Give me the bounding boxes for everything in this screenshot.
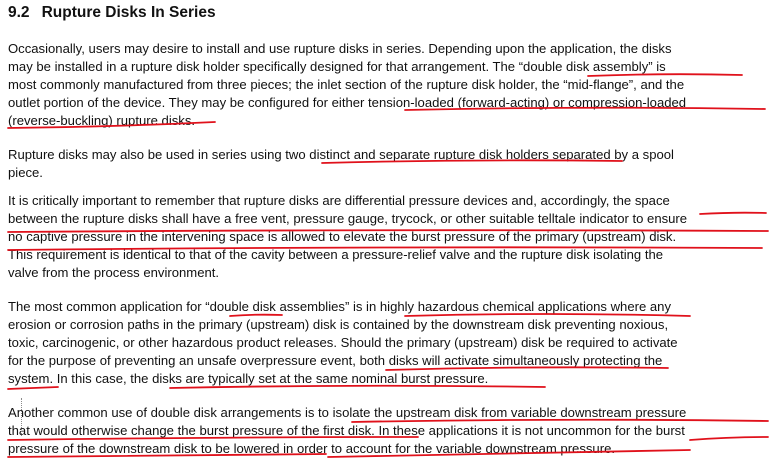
text-line: system. In this case, the disks are typically set at the same nominal burst pressure. xyxy=(8,371,489,386)
text-line: It is critically important to remember that rupture disks are differential pressure devices and, accordingly, the space xyxy=(8,193,670,208)
text-line: This requirement is identical to that of the cavity between a pressure-relief valve and the rupture disk isolating the xyxy=(8,247,664,262)
text-line: piece. xyxy=(8,165,43,180)
text-line: Another common use of double disk arrangements is to isolate the upstream disk from variable downstream pressure xyxy=(8,405,687,420)
text-line: that would otherwise change the burst pressure of the first disk. In these applications it is not uncommon for the burst xyxy=(8,423,685,438)
text-line: pressure of the downstream disk to be lowered in order to account for the variable downstream pressure. xyxy=(8,441,615,456)
section-title: Rupture Disks In Series xyxy=(41,4,216,21)
text-line: (reverse-buckling) rupture disks. xyxy=(8,113,196,128)
text-cursor-guide xyxy=(21,398,22,436)
underline-mark xyxy=(690,437,768,440)
text-line: for the purpose of preventing an unsafe overpressure event, both disks will activate simultaneously protecting the xyxy=(8,353,663,368)
text-line: between the rupture disks shall have a free vent, pressure gauge, trycock, or other suitable telltale indicator to ensure xyxy=(8,211,688,226)
section-heading xyxy=(8,4,216,22)
section-number: 9.2 xyxy=(8,4,30,21)
text-line: no captive pressure in the intervening space is allowed to elevate the burst pressure of the primary (upstream) disk. xyxy=(8,229,677,244)
underline-mark xyxy=(700,213,766,214)
text-line: valve from the process environment. xyxy=(8,265,220,280)
text-line: toxic, carcinogenic, or other hazardous product releases. Should the primary (upstream) disk be required to activate xyxy=(8,335,678,350)
text-line: Rupture disks may also be used in series using two distinct and separate rupture disk holders separated by a spool xyxy=(8,147,674,162)
text-line: may be installed in a rupture disk holder specifically designed for that arrangement. The “double disk assembly” is xyxy=(8,59,666,74)
text-line: The most common application for “double disk assemblies” is in highly hazardous chemical applications where any xyxy=(8,299,672,314)
text-line: most commonly manufactured from three pieces; the inlet section of the rupture disk holder, the “mid-flange”, and the xyxy=(8,77,685,92)
text-line: outlet portion of the device. They may be configured for either tension-loaded (forward-acting) or compression-loaded xyxy=(8,95,687,110)
text-line: erosion or corrosion paths in the primary (upstream) disk is contained by the downstream disk preventing noxious, xyxy=(8,317,669,332)
text-line: Occasionally, users may desire to install and use rupture disks in series. Depending upon the application, the disks xyxy=(8,41,672,56)
